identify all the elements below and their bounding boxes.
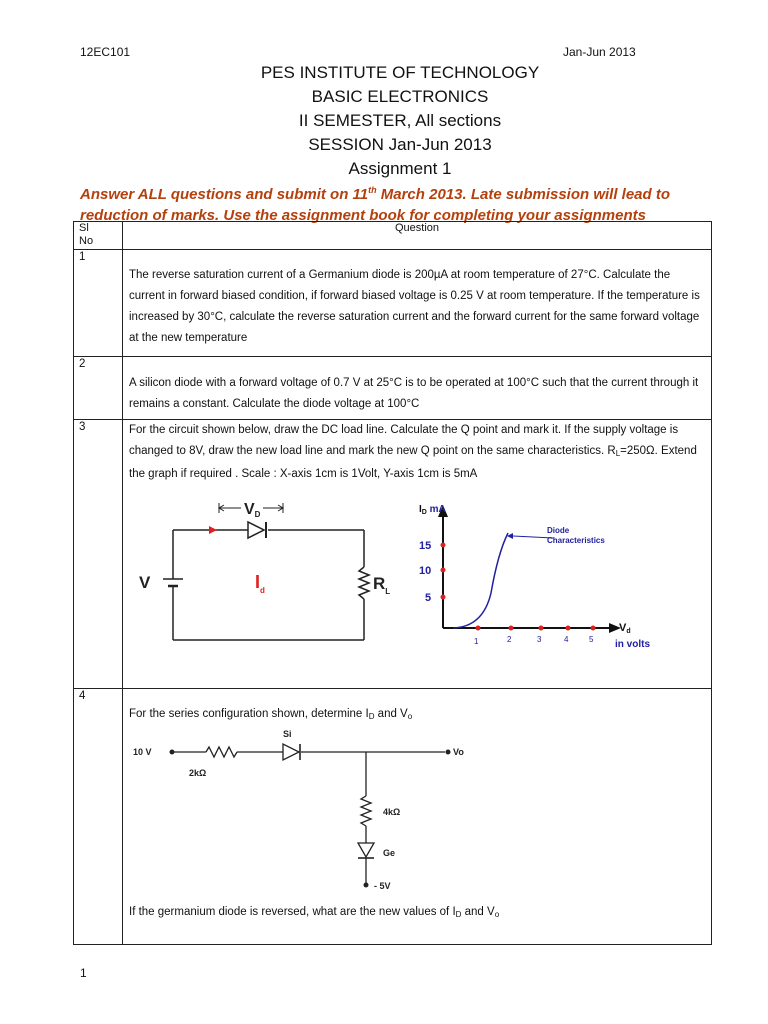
instructions: Answer ALL questions and submit on 11th March 2013. Late submission will lead to reduction of marks. Use the assignment book for completing your assignments xyxy=(80,185,671,224)
question-number: 2 xyxy=(74,357,123,420)
x-tick-label: 5 xyxy=(589,635,594,644)
curve-label: Characteristics xyxy=(547,536,605,545)
x-tick-dot xyxy=(539,626,544,631)
question-text: A silicon diode with a forward voltage of 0.7 V at 25°C is to be operated at 100°C such that the current through it remains a constant. Calculate the diode voltage at 100°C xyxy=(129,377,699,410)
y-tick-dot xyxy=(441,595,446,600)
course-code: 12EC101 xyxy=(80,45,131,59)
source-label: V xyxy=(139,573,151,592)
vd-label: VD xyxy=(244,501,261,519)
table-header-row xyxy=(74,222,712,250)
session-title: SESSION Jan-Jun 2013 xyxy=(308,135,492,154)
question-header: Question xyxy=(123,222,712,250)
resistor-4k-label: 4kΩ xyxy=(383,807,401,817)
neg-supply-label: - 5V xyxy=(374,881,391,891)
x-axis-label: Vd xyxy=(619,622,631,635)
question-text: The reverse saturation current of a Germanium diode is 200µA at room temperature of 27°C. Calculate the current in forward biased condition, if forward biased voltage is 0.25 V at room temperature. If the temperature is increased by 30°C, calculate the reverse saturation current and the forward current for the same forward voltage at the new temperature xyxy=(129,269,700,344)
table-row xyxy=(74,357,712,420)
table-row xyxy=(74,250,712,357)
institute-title: PES INSTITUTE OF TECHNOLOGY xyxy=(260,63,540,82)
y-tick-dot xyxy=(441,543,446,548)
q3-figure xyxy=(123,493,683,668)
question-text: For the circuit shown below, draw the DC load line. Calculate the Q point and mark it. If the supply voltage is changed to 8V, draw the new load line and mark the new Q point on the same characteristics. $R_L=250\Omega$. Extend the graph if required . Scale : X-axis 1cm is 1Volt, Y-axis 1cm is 5mA xyxy=(129,424,697,480)
question-cell xyxy=(123,357,712,420)
q3-graph xyxy=(419,504,650,650)
x-unit-label: in volts xyxy=(615,639,651,650)
y-tick-dot xyxy=(441,568,446,573)
x-tick-label: 4 xyxy=(564,635,569,644)
question-cell xyxy=(123,689,712,945)
resistor-2k-label: 2kΩ xyxy=(189,768,207,778)
x-tick-dot xyxy=(476,626,481,631)
question-cell xyxy=(123,420,712,689)
x-tick-dot xyxy=(591,626,596,631)
question-cell xyxy=(123,250,712,357)
question-number: 1 xyxy=(74,250,123,357)
q3-circuit xyxy=(163,530,369,640)
semester-title: II SEMESTER, All sections xyxy=(298,111,502,130)
header-session: Jan-Jun 2013 xyxy=(563,45,636,59)
diode-curve xyxy=(453,533,508,628)
question-number: 4 xyxy=(74,689,123,945)
x-tick-label: 3 xyxy=(537,635,542,644)
q4-circuit xyxy=(174,747,445,883)
x-tick-dot xyxy=(509,626,514,631)
y-tick-label: 15 xyxy=(419,540,432,552)
table-row xyxy=(74,420,712,689)
assignment-title: Assignment 1 xyxy=(348,159,452,178)
x-tick-dot xyxy=(566,626,571,631)
rl-label: $R_L$ xyxy=(373,574,391,596)
course-title: BASIC ELECTRONICS xyxy=(311,87,489,106)
question-text: For the series configuration shown, determine $I_D$ and $V_o$ xyxy=(129,708,413,721)
current-arrow-icon xyxy=(209,526,217,534)
x-tick-label: 1 xyxy=(474,637,479,646)
source-label: 10 V xyxy=(133,747,152,757)
question-number: 3 xyxy=(74,420,123,689)
current-label: $I_d$ xyxy=(255,572,265,595)
diode-icon xyxy=(248,522,266,538)
y-tick-label: 5 xyxy=(425,592,432,604)
si-diode-icon xyxy=(283,744,300,760)
y-tick-label: 10 xyxy=(419,565,432,577)
question-table xyxy=(73,221,712,945)
page-number: 1 xyxy=(80,966,87,980)
curve-label: Diode xyxy=(547,526,570,535)
q4-figure xyxy=(123,728,543,903)
y-axis-label: $I_D$ mA xyxy=(419,504,446,516)
x-tick-label: 2 xyxy=(507,635,512,644)
si-diode-label: Si xyxy=(283,729,292,739)
sl-no-header: Sl No xyxy=(74,222,123,250)
ge-diode-label: Ge xyxy=(383,848,396,858)
vo-label: Vo xyxy=(453,747,464,757)
table-row xyxy=(74,689,712,945)
question-text-followup: If the germanium diode is reversed, what are the new values of $I_D$ and $V_o$ xyxy=(129,906,500,919)
ge-diode-icon xyxy=(358,843,374,858)
